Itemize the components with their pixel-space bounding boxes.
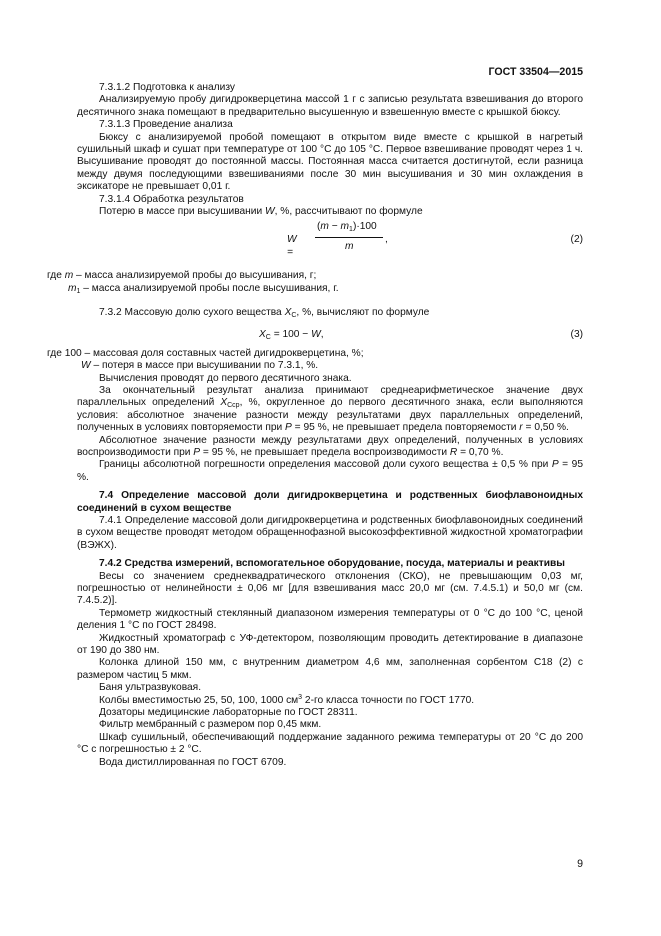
paragraph-drying-cabinet: Шкаф сушильный, обеспечивающий поддержание заданного режима температуры от 20 °С до 200 °С с погрешностью ± 2 °С. xyxy=(77,731,583,756)
section-7-4-heading: 7.4 Определение массовой доли дигидрокверцетина и родственных биофлавоноидных соединений в сухом веществе xyxy=(77,490,583,514)
paragraph-final-result: За окончательный результат анализа принимают среднеарифметическое значение двух параллельных определений $X_{Сср}$, %, округленное до первого десятичного знака, если выполняются условия: абсолютное значение разности между результатами двух параллельных определений, полученных в условиях повторяемости при P = 95 %, не превышает предела повторяемости r = 0,50 %. xyxy=(77,384,583,434)
section-7-3-1-4-heading: 7.3.1.4 Обработка результатов xyxy=(99,193,244,205)
document-header: ГОСТ 33504—2015 xyxy=(488,66,583,78)
paragraph-chromatograph: Жидкостный хроматограф с УФ-детектором, позволяющим проводить детектирование в диапазоне от 190 до 380 нм. xyxy=(77,632,583,657)
section-7-3-1-2-heading: 7.3.1.2 Подготовка к анализу xyxy=(99,82,235,93)
where-2-line-2: $m_1$ – масса анализируемой пробы после высушивания, г. xyxy=(68,282,339,295)
paragraph-sample-prep: Анализируемую пробу дигидрокверцетина массой 1 г с записью результата взвешивания до второго десятичного знака помещают в предварительно высушенную и взвешенную вместе с крышкой бюксу. xyxy=(77,94,583,118)
paragraph-distilled-water: Вода дистиллированная по ГОСТ 6709. xyxy=(99,756,287,768)
paragraph-thermometer: Термометр жидкостный стеклянный диапазоном измерения температуры от 0 °С до 100 °С, ценой деления 1 °С по ГОСТ 28498. xyxy=(77,607,583,632)
paragraph-dispensers: Дозаторы медицинские лабораторные по ГОСТ 28311. xyxy=(99,707,358,719)
page-content xyxy=(47,82,583,769)
formula-2-number: (2) xyxy=(570,234,583,246)
formula-2-fraction-bar xyxy=(315,237,383,238)
formula-2-numerator: $(m - m_1)\cdot 100$ xyxy=(317,221,377,234)
formula-3 xyxy=(77,320,583,348)
paragraph-dry-matter-intro: 7.3.2 Массовую долю сухого вещества $X_С$, %, вычисляют по формуле xyxy=(99,307,430,320)
where-2-line-1: где m – масса анализируемой пробы до высушивания, г; xyxy=(47,270,317,282)
where-3-line-2: W – потеря в массе при высушивании по 7.3.1, %. xyxy=(81,360,319,372)
page-number: 9 xyxy=(577,858,583,870)
where-3-line-1: где 100 – массовая доля составных частей дигидрокверцетина, %; xyxy=(47,347,364,359)
paragraph-loss-formula-intro: Потерю в массе при высушивании W, %, рассчитывают по формуле xyxy=(99,206,423,218)
paragraph-calc-precision: Вычисления проводят до первого десятичного знака. xyxy=(99,372,352,384)
section-7-3-1-3-heading: 7.3.1.3 Проведение анализа xyxy=(99,119,233,131)
paragraph-ultrasonic-bath: Баня ультразвуковая. xyxy=(99,682,202,694)
formula-2: W = $(m - m_1)\cdot 100$ m , (2) xyxy=(287,221,583,258)
paragraph-reproducibility: Абсолютное значение разности между результатами двух определений, полученных в условиях воспроизводимости при P = 95 %, не превышает предела воспроизводимости R = 0,70 %. xyxy=(77,434,583,458)
paragraph-flasks: Колбы вместимостью 25, 50, 100, 1000 $см^3$ 2-го класса точности по ГОСТ 1770. xyxy=(99,693,475,706)
paragraph-membrane-filter: Фильтр мембранный с размером пор 0,45 мкм. xyxy=(99,719,322,731)
paragraph-analysis: Бюксу с анализируемой пробой помещают в открытом виде вместе с крышкой в нагретый сушильный шкаф и сушат при температуре от 100 °С до 105 °С. Первое взвешивание проводят через 1 ч. Высушивание проводят до постоянной массы. Постоянная масса считается достигнутой, если разница между двумя последующими взвешиваниями после 30 мин высушивания и 30 мин охлаждения в эксикаторе не превышает 0,01 г. xyxy=(77,131,583,193)
section-7-4-2-heading: 7.4.2 Средства измерений, вспомогательное оборудование, посуда, материалы и реактивы xyxy=(99,558,565,570)
formula-2-lhs: W = xyxy=(287,234,297,258)
formula-2-denominator: m xyxy=(345,241,354,253)
paragraph-7-4-1: 7.4.1 Определение массовой доли дигидрокверцетина и родственных биофлавоноидных соединений в сухом веществе проводят методом обращеннофазной высокоэффективной жидкостной хроматографии (ВЭЖХ). xyxy=(77,514,583,551)
paragraph-column: Колонка длиной 150 мм, с внутренним диаметром 4,6 мм, заполненная сорбентом С18 (2) с размером частиц 5 мкм. xyxy=(77,657,583,681)
formula-3-expression: $X_С = 100 - W$, xyxy=(259,328,324,341)
formula-3-number: (3) xyxy=(570,328,583,340)
paragraph-error-bounds: Границы абсолютной погрешности определения массовой доли сухого вещества ± 0,5 % при P = 95 %. xyxy=(77,459,583,483)
paragraph-scales: Весы со значением среднеквадратического отклонения (СКО), не превышающим 0,03 мг, погрешностью от нелинейности ± 0,06 мг [для взвешивания масс 20,0 мг (см. 7.4.5.1) и 50,0 мг (см. 7.4.5.2)]. xyxy=(77,570,583,607)
